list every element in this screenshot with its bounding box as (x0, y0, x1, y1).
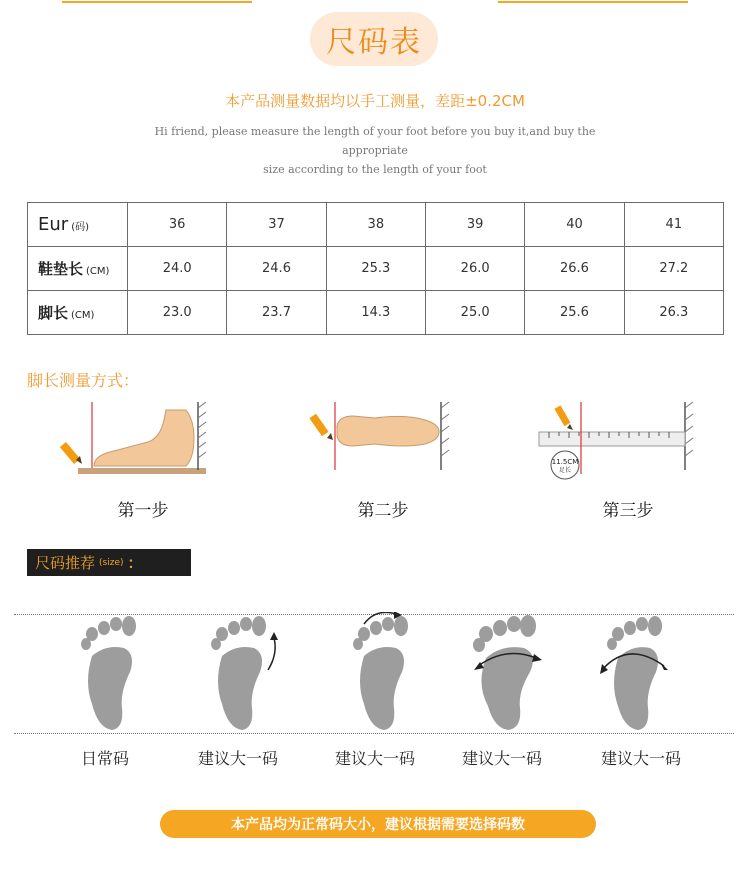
title-badge (310, 12, 438, 66)
notice-banner (160, 810, 596, 838)
row-header (28, 291, 128, 335)
foot-label-3: 建议大一码 (334, 749, 415, 768)
recommend-size-tag: (size) (99, 557, 124, 568)
foot-label-2: 建议大一码 (197, 749, 278, 768)
table-cell: 24.6 (227, 247, 326, 291)
step3-illustration (535, 398, 695, 483)
pencil-icon (309, 414, 333, 440)
floor-icon (78, 468, 206, 474)
ruler-icon (539, 432, 685, 446)
table-cell: 37 (227, 203, 326, 247)
table-cell: 25.0 (425, 291, 524, 335)
subtitle-en-line1: Hi friend, please measure the length of your foot before you buy it,and buy the appropriate (154, 125, 596, 157)
table-row-insole (28, 247, 724, 291)
table-cell: 25.6 (525, 291, 624, 335)
row-unit: (CM) (86, 266, 110, 277)
table-cell: 39 (425, 203, 524, 247)
foot-label-5: 建议大一码 (600, 749, 681, 768)
subtitle-en (120, 122, 630, 179)
row-header (28, 247, 128, 291)
recommend-title: 尺码推荐 (35, 554, 96, 572)
row-unit: (CM) (71, 310, 95, 321)
pencil-icon (554, 405, 573, 430)
table-cell: 26.3 (624, 291, 723, 335)
pencil-icon (60, 442, 82, 464)
foot-label-4: 建议大一码 (461, 749, 542, 768)
table-cell: 24.0 (128, 247, 227, 291)
foot-high-instep-icon (208, 612, 284, 734)
row-header (28, 203, 128, 247)
foot-side-icon (94, 410, 194, 466)
table-row-foot-length (28, 291, 724, 335)
step-label-2: 第二步 (357, 501, 409, 521)
table-cell: 36 (128, 203, 227, 247)
row-label: 鞋垫长 (38, 260, 84, 278)
subtitle-en-line2: size according to the length of your foot (263, 163, 487, 176)
table-cell: 41 (624, 203, 723, 247)
step1-illustration (60, 398, 210, 478)
step-label-1: 第一步 (117, 501, 169, 521)
table-cell: 27.2 (624, 247, 723, 291)
top-rule (62, 0, 688, 4)
ruler-reading-label: 足长 (558, 467, 572, 474)
ruler-reading: 11.5CM (551, 458, 579, 466)
table-cell: 26.6 (525, 247, 624, 291)
foot-long-toe-icon (350, 612, 426, 734)
row-unit: (码) (71, 222, 89, 233)
notice-text: 本产品均为正常码大小，建议根据需要选择码数 (231, 817, 525, 833)
recommend-colon: ： (127, 554, 143, 572)
foot-normal-icon (78, 612, 144, 734)
step-label-3: 第三步 (602, 501, 654, 521)
table-cell: 25.3 (326, 247, 425, 291)
foot-top-icon (337, 416, 439, 446)
subtitle-cn: 本产品测量数据均以手工测量，差距±0.2CM (225, 92, 525, 110)
recommend-banner (27, 549, 191, 576)
row-label: Eur (38, 214, 69, 235)
foot-label-1: 日常码 (80, 749, 129, 768)
table-cell: 26.0 (425, 247, 524, 291)
table-cell: 23.7 (227, 291, 326, 335)
measure-heading: 脚长测量方式： (27, 371, 140, 390)
size-table (27, 202, 724, 335)
arrow-icon (268, 638, 275, 670)
table-cell: 40 (525, 203, 624, 247)
row-label: 脚长 (38, 304, 69, 322)
foot-wide-icon (470, 612, 550, 734)
page-title: 尺码表 (326, 25, 422, 60)
table-row-eur (28, 203, 724, 247)
table-cell: 14.3 (326, 291, 425, 335)
table-cell: 38 (326, 203, 425, 247)
table-cell: 23.0 (128, 291, 227, 335)
foot-wide-high-icon (598, 612, 678, 734)
step2-illustration (305, 398, 455, 478)
